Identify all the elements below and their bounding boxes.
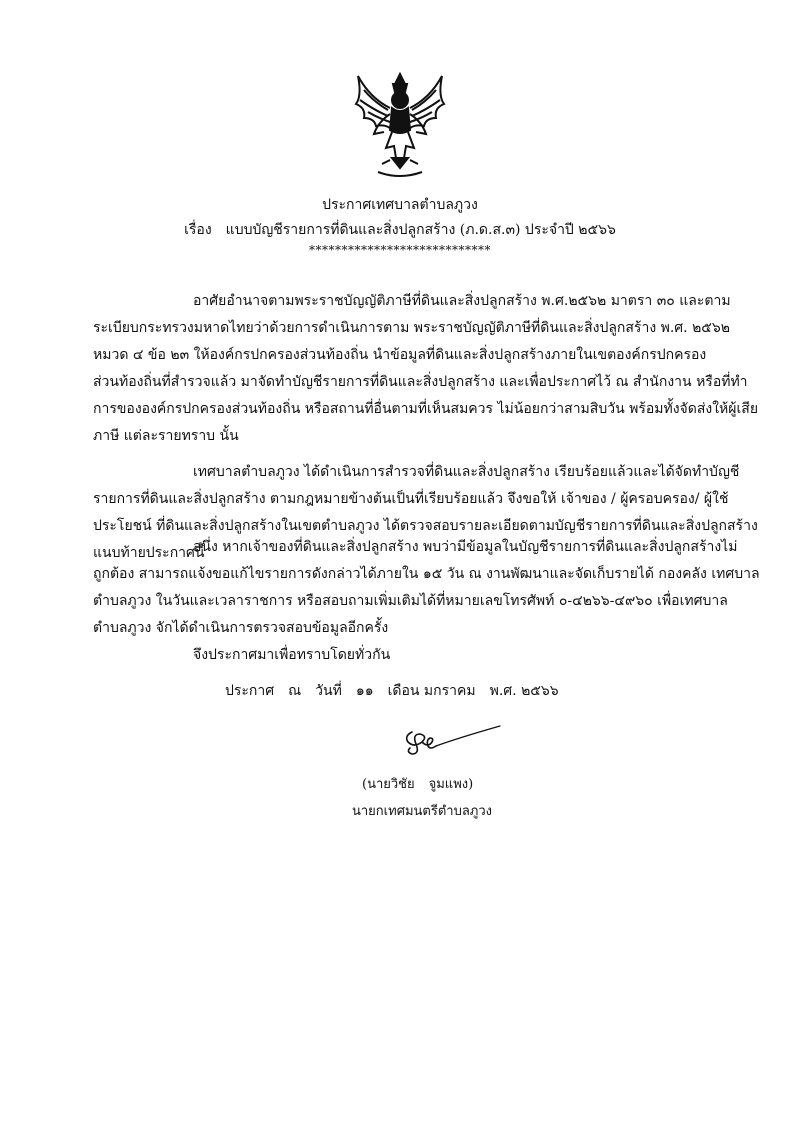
paragraph-line: ถูกต้อง สามารถแจ้งขอแก้ไขรายการดังกล่าวได้ภายใน ๑๕ วัน ณ งานพัฒนาและจัดเก็บรายได้ กองคลัง เทศบาล xyxy=(93,566,760,582)
signer-position: นายกเทศมนตรีตำบลภูวง xyxy=(352,804,492,819)
paragraph-line: หมวด ๔ ข้อ ๒๓ ให้องค์กรปกครองส่วนท้องถิ่น นำข้อมูลที่ดินและสิ่งปลูกสร้างภายในเขตองค์กรปกครอง xyxy=(93,347,707,363)
date-day-label: วันที่ xyxy=(315,683,342,699)
garuda-emblem-icon xyxy=(348,68,452,180)
handwritten-signature xyxy=(398,722,508,760)
date-at: ณ xyxy=(288,683,302,699)
announcement-subject xyxy=(0,219,800,241)
announcement-title: ประกาศเทศบาลตำบลภูวง xyxy=(322,197,478,213)
paragraph-line: ประโยชน์ ที่ดินและสิ่งปลูกสร้างในเขตตำบลภูวง ได้ตรวจสอบรายละเอียดตามบัญชีรายการที่ดินและสิ่งปลูกสร้าง xyxy=(93,518,758,534)
paragraph-authority xyxy=(93,288,759,450)
paragraph-line: แนบท้ายประกาศนี้ xyxy=(93,545,205,561)
paragraph-line: ระเบียบกระทรวงมหาดไทยว่าด้วยการดำเนินการตาม พระราชบัญญัติภาษีที่ดินและสิ่งปลูกสร้าง พ.ศ. ๒๕๖๒ xyxy=(93,320,731,336)
date-year: พ.ศ. ๒๕๖๖ xyxy=(489,683,559,699)
paragraph-line: เทศบาลตำบลภูวง ได้ดำเนินการสำรวจที่ดินและสิ่งปลูกสร้าง เรียบร้อยแล้วและได้จัดทำบัญชี xyxy=(193,464,740,480)
date-month: เดือน มกราคม xyxy=(387,683,476,699)
paragraph-line: การขององค์กรปกครองส่วนท้องถิ่น หรือสถานที่อื่นตามที่เห็นสมควร ไม่น้อยกว่าสามสิบวัน พร้อมทั้งจัดส่งให้ผู้เสีย xyxy=(93,401,759,417)
subject-label: เรื่อง xyxy=(184,222,212,238)
signer-name xyxy=(362,773,487,794)
paragraph-line: อาศัยอำนาจตามพระราชบัญญัติภาษีที่ดินและสิ่งปลูกสร้าง พ.ศ.๒๕๖๒ มาตรา ๓๐ และตาม xyxy=(193,293,731,309)
paragraph-line: ตำบลภูวง จักได้ดำเนินการตรวจสอบข้อมูลอีกครั้ง xyxy=(93,620,389,636)
date-prefix: ประกาศ xyxy=(225,683,275,699)
paragraph-line: รายการที่ดินและสิ่งปลูกสร้าง ตามกฎหมายข้างต้นเป็นที่เรียบร้อยแล้ว จึงขอให้ เจ้าของ / ผู้ครอบครอง/ ผู้ใช้ xyxy=(93,491,729,507)
paragraph-line: ภาษี แต่ละรายทราบ นั้น xyxy=(93,428,239,444)
closing-statement: จึงประกาศมาเพื่อทราบโดยทั่วกัน xyxy=(193,647,391,663)
paragraph-correction xyxy=(93,534,760,642)
signer-surname: จูมแพง) xyxy=(428,777,474,792)
asterisk-divider: **************************** xyxy=(309,243,491,257)
paragraph-line: อนึ่ง หากเจ้าของที่ดินและสิ่งปลูกสร้าง พบว่ามีข้อมูลในบัญชีรายการที่ดินและสิ่งปลูกสร้างไม่ xyxy=(193,539,738,555)
signer-prefix: (นายวิชัย xyxy=(362,777,415,792)
date-day: ๑๑ xyxy=(355,683,374,699)
subject-text: แบบบัญชีรายการที่ดินและสิ่งปลูกสร้าง (ภ.ด.ส.๓) ประจำปี ๒๕๖๖ xyxy=(225,222,616,238)
announcement-date xyxy=(225,680,573,702)
paragraph-line: ส่วนท้องถิ่นที่สำรวจแล้ว มาจัดทำบัญชีรายการที่ดินและสิ่งปลูกสร้าง และเพื่อประกาศไว้ ณ สำนักงาน หรือที่ทำ xyxy=(93,374,748,390)
paragraph-line: ตำบลภูวง ในวันและเวลาราชการ หรือสอบถามเพิ่มเติมได้ที่หมายเลขโทรศัพท์ ๐-๔๒๖๖-๔๙๖๐ เพื่อเทศบาล xyxy=(93,593,728,609)
